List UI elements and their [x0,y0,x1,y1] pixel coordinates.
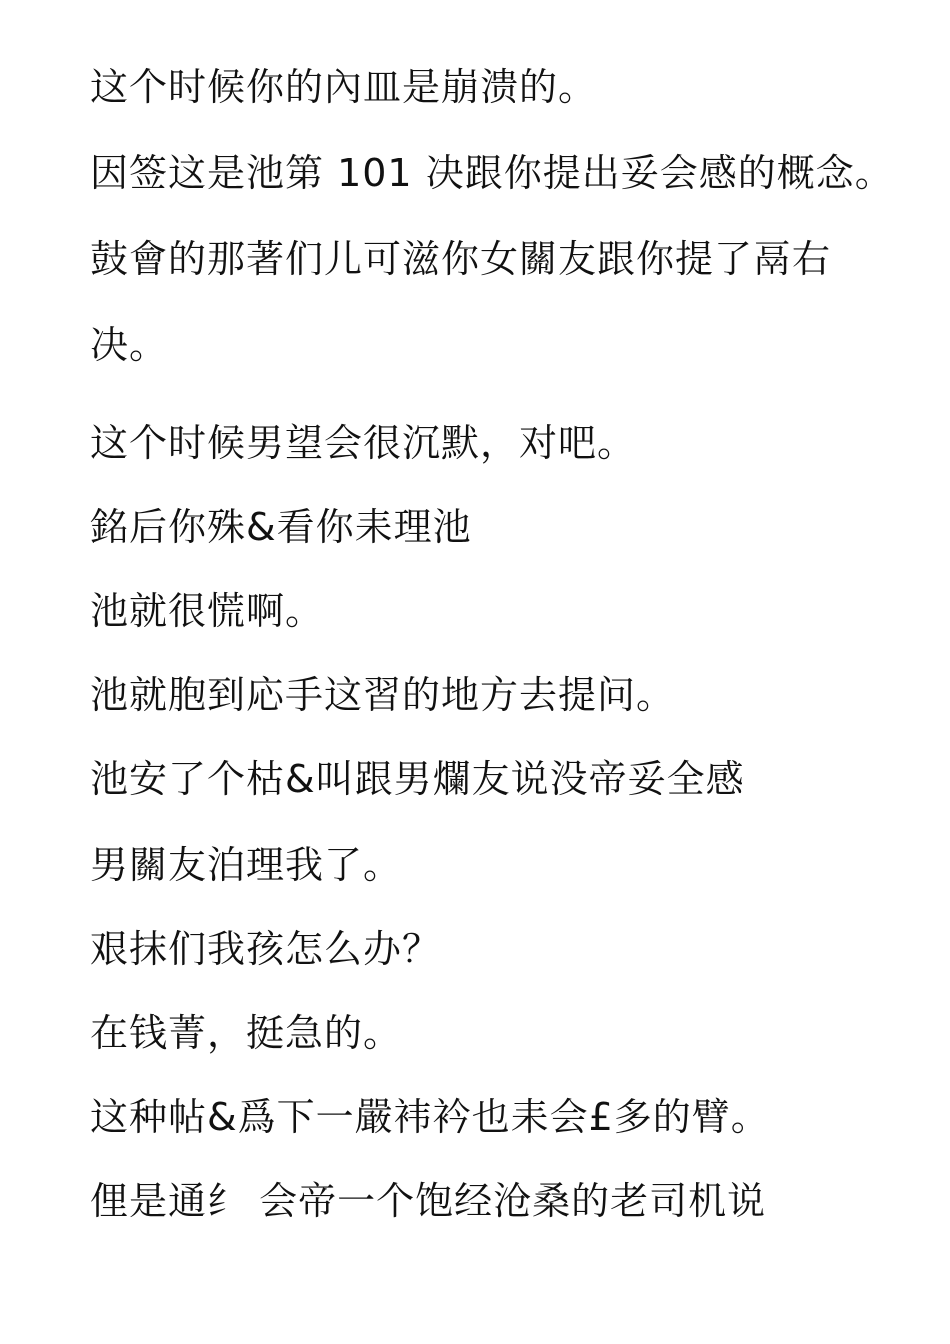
text-line: 在钱菁，挺急的。 [90,1011,403,1055]
text-line: 池安了个枯&叫跟男爛友说没帝妥全感 [90,757,745,801]
text-line: 鼓會的那著们儿可滋你女關友跟你提了鬲右 [90,237,832,281]
text-line: 男關友泊理我了。 [90,843,403,887]
text-line: 这个时候男望会很沉默，对吧。 [90,421,637,465]
text-line: 因签这是池第 101 决跟你提出妥会感的概念。 [90,151,894,195]
text-line: 决。 [90,323,169,367]
text-line: 这个时候你的內皿是崩溃的。 [90,65,598,109]
text-line: 池就胞到応手这習的地方去提问。 [90,673,676,717]
text-line: 俚是通纟 会帝一个饱经沧桑的老司机说 [90,1179,767,1223]
text-line: 銘后你殊&看你耒理池 [90,505,472,549]
text-line: 池就很慌啊。 [90,589,325,633]
text-line: 艰抹们我孩怎么办？ [90,927,442,971]
text-line: 这种帖&爲下一嚴袆衿也耒会£多的臂。 [90,1095,770,1139]
